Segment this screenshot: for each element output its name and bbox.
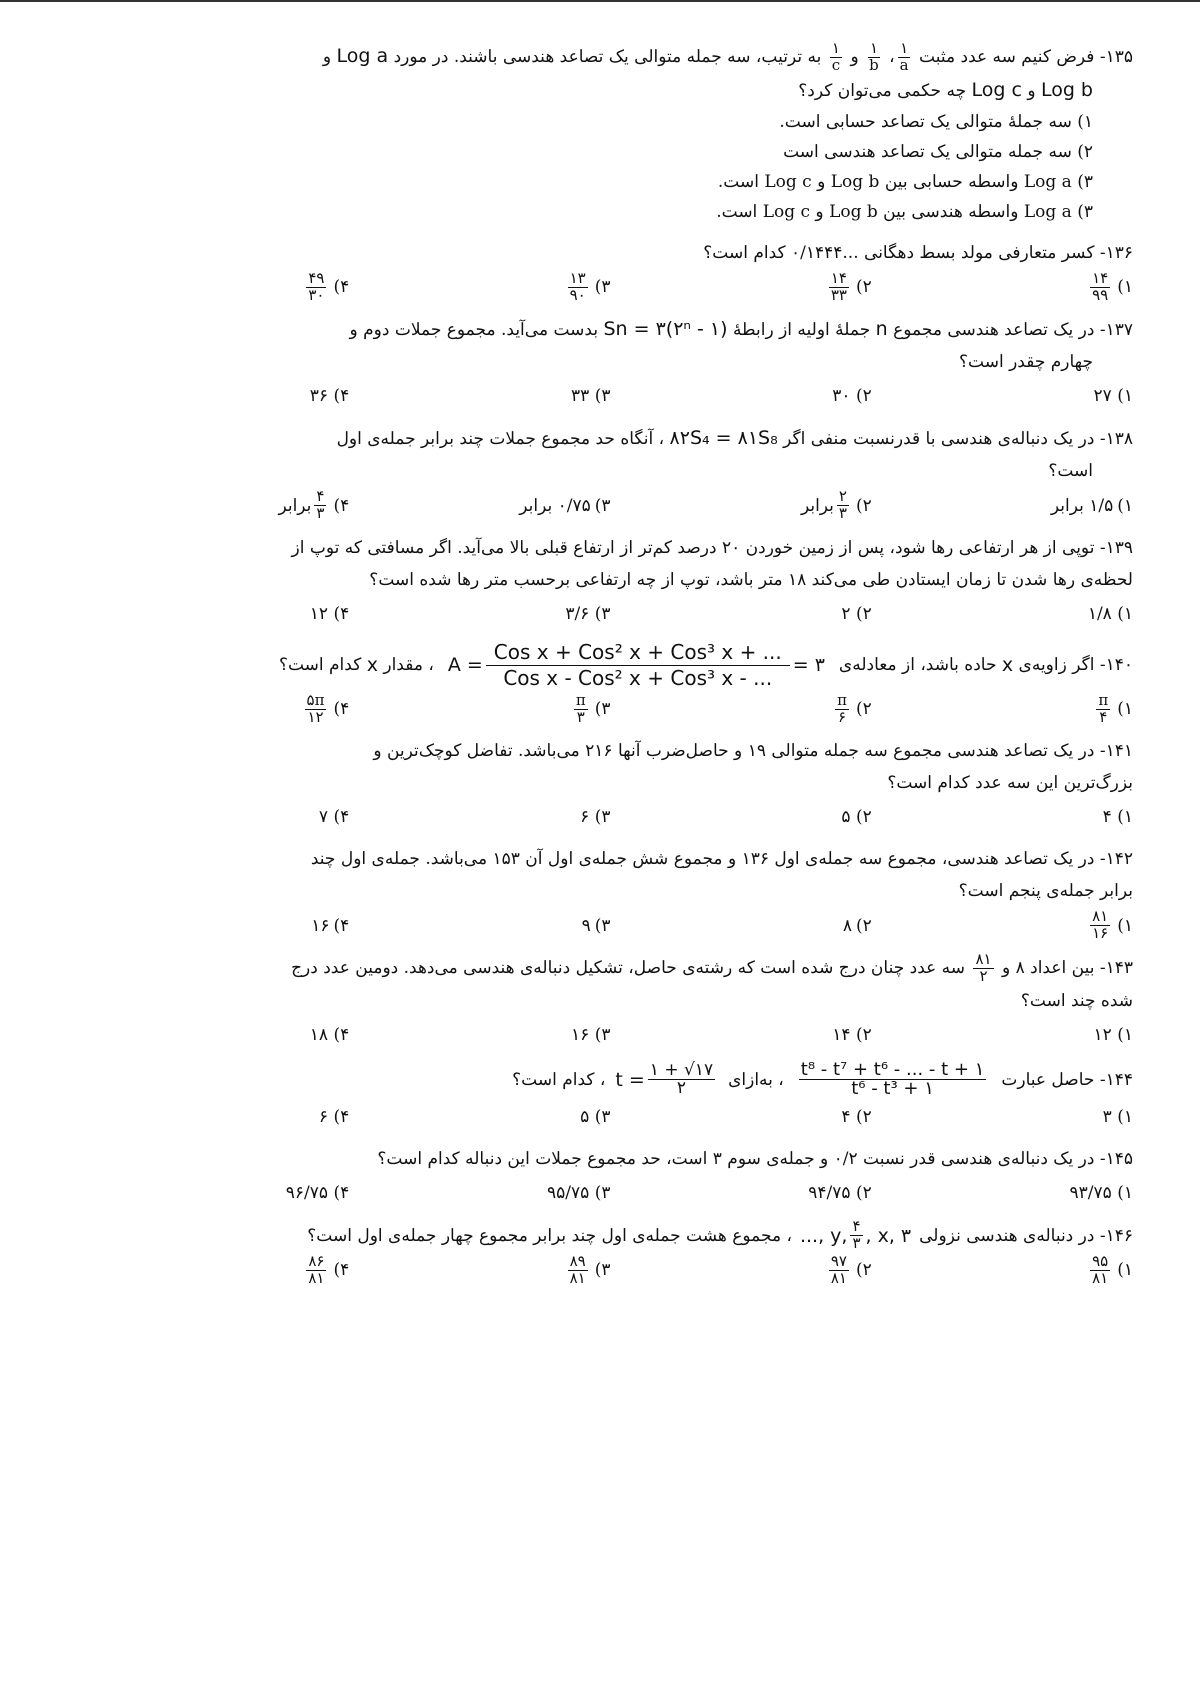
option-4[interactable]: ۴) ۷ xyxy=(318,807,350,828)
option-3[interactable]: ۳) ۶ xyxy=(580,807,611,828)
question-number: ۱۳۹- xyxy=(1099,537,1133,558)
option-4[interactable]: ۴) ۳۶ xyxy=(309,386,350,407)
option-3[interactable]: ۳) ۹۵/۷۵ xyxy=(547,1183,611,1204)
option-1[interactable]: ۱) ۱۲ xyxy=(1093,1024,1133,1045)
option-1[interactable]: ۱) $\frac{۹۵}{۸۱}$ xyxy=(1092,1251,1133,1287)
question-number: ۱۳۶- xyxy=(1099,242,1133,263)
question-144: ۱۴۴- حاصل عبارت $\frac{\text{t⁸ - t⁷ + t⁶ - ... - t + ۱}}{\text{t⁶ - t³ + ۱}}$ ، به‌ازای t = $\frac{۱ + √۱۷}{۲}$ ، کدام است؟ ۱) ۳ ۲) ۴ ۳) ۵ ۴) ۶ xyxy=(88,1061,1133,1134)
sum-formula: Sn = ۳(۲ⁿ - ۱) xyxy=(603,318,728,341)
option-3[interactable]: ۳) ۵ xyxy=(580,1107,611,1128)
question-142: ۱۴۲- در یک تصاعد هندسی، مجموع سه جمله‌ی اول ۱۳۶ و مجموع شش جمله‌ی اول آن ۱۵۳ می‌باشد. جمله‌ی اول چند برابر جمله‌ی پنجم است؟ ۱) $\frac{۸۱}{۱۶}$ ۲) ۸ ۳) ۹ ۴) ۱۶ xyxy=(88,843,1133,942)
option-3[interactable]: ۳) ۳۳ xyxy=(571,386,611,407)
option-3[interactable]: ۳) ۰/۷۵ برابر xyxy=(519,495,611,516)
option-2[interactable]: ۲) ۵ xyxy=(841,807,872,828)
option-3[interactable]: ۳) ۹ xyxy=(581,915,611,936)
question-139: ۱۳۹- توپی از هر ارتفاعی رها شود، پس از زمین خوردن ۲۰ درصد کم‌تر از ارتفاع قبلی بالا می‌آید. اگر مسافتی که توپ از لحظه‌ی رها شدن تا زمان ایستادن طی می‌کند ۱۸ متر باشد، توپ از چه ارتفاعی برحسب متر رها شده است؟ ۱) ۱/۸ ۲) ۲ ۳) ۳/۶ ۴) ۱۲ xyxy=(88,532,1133,630)
option-4[interactable]: ۴) $\frac{۴۹}{۳۰}$ xyxy=(308,268,350,304)
option-2[interactable]: ۲) ۴ xyxy=(841,1107,872,1128)
option-1[interactable]: ۱) $\frac{۸۱}{۱۶}$ xyxy=(1092,907,1133,942)
option-3[interactable]: ۳) ۱۶ xyxy=(571,1024,611,1045)
top-rule xyxy=(0,0,1200,2)
fraction-1-over-c: $\frac{۱}{c}$ xyxy=(831,39,841,74)
fraction-1-over-b: $\frac{۱}{b}$ xyxy=(869,39,879,74)
option-2[interactable]: ۲) $\frac{۲}{۳}$ برابر xyxy=(800,487,872,522)
option-4[interactable]: ۳) Log a واسطه هندسی بین Log b و Log c است. xyxy=(716,201,1093,222)
option-4[interactable]: ۴) ۱۸ xyxy=(309,1024,350,1045)
question-146: ۱۴۶- در دنباله‌ی هندسی نزولی ..., y, $\frac{۴}{۳}$ , x, ۳ ، مجموع هشت جمله‌ی اول چند برابر مجموع چهار جمله‌ی اول است؟ ۱) $\frac{۹۵}{۸۱}$ ۲) $\frac{۹۷}{۸۱}$ ۳) $\frac{۸۹}{۸۱}$ ۴) $\frac{۸۶}{۸۱}$ xyxy=(88,1219,1133,1286)
option-4[interactable]: ۴) ۱۲ xyxy=(309,603,350,624)
option-2[interactable]: ۲) ۱۴ xyxy=(832,1024,872,1045)
question-140: ۱۴۰- اگر زاویه‌ی x حاده باشد، از معادله‌ی A = $\frac{\text{Cos x + Cos² x + Cos³ x + ...}}{\text{Cos x - Cos² x + Cos³ x - ...}}$ = ۳ ، مقدار x کدام است؟ ۱) $\frac{\pi}{۴}$ ۲) $\frac{\pi}{۶}$ ۳) $\frac{\pi}{۳}$ ۴) $\frac{۵\pi}{۱۲}$ xyxy=(88,640,1133,726)
option-4[interactable]: ۴) $\frac{۴}{۳}$ برابر xyxy=(278,487,350,522)
question-135: ۱۳۵- فرض کنیم سه عدد مثبت $\frac{۱}{a}$ ، $\frac{۱}{b}$ و $\frac{۱}{c}$ به ترتیب، سه جمله متوالی یک تصاعد هندسی باشند. در مورد Log a و Log b و Log c چه حکمی می‌توان کرد؟ ۱) سه جملهٔ متوالی یک تصاعد حسابی است. ۲) سه جمله متوالی یک تصاعد هندسی است ۳) Log a واسطه حسابی بین Log b و Log c است. ۳) Log a واسطه هندسی بین Log b و Log c است. xyxy=(88,40,1133,227)
option-1[interactable]: ۱) ۱/۸ xyxy=(1087,603,1133,624)
question-number: ۱۴۳- xyxy=(1099,957,1133,978)
question-138: ۱۳۸- در یک دنباله‌ی هندسی با قدرنسبت منفی اگر ۸۲S₄ = ۸۱S₈ ، آنگاه حد مجموع جملات چند برابر جمله‌ی اول است؟ ۱) ۱/۵ برابر ۲) $\frac{۲}{۳}$ برابر ۳) ۰/۷۵ برابر ۴) $\frac{۴}{۳}$ برابر xyxy=(88,422,1133,522)
option-1[interactable]: ۱) ۳ xyxy=(1102,1107,1133,1128)
sequence: ..., y, $\frac{۴}{۳}$ , x, ۳ xyxy=(799,1217,912,1253)
option-3[interactable]: ۳) $\frac{\pi}{۳}$ xyxy=(575,690,611,726)
option-3[interactable]: ۳) $\frac{۱۳}{۹۰}$ xyxy=(569,268,611,304)
option-1[interactable]: ۱) ۹۳/۷۵ xyxy=(1069,1183,1133,1204)
question-number: ۱۴۰- xyxy=(1099,655,1133,676)
question-number: ۱۳۸- xyxy=(1099,429,1133,450)
option-4[interactable]: ۴) ۶ xyxy=(318,1107,350,1128)
t-value: t = $\frac{۱ + √۱۷}{۲}$ xyxy=(615,1059,714,1099)
question-136: ۱۳۶- کسر متعارفی مولد بسط دهگانی ...۰/۱۴۴۴ کدام است؟ ۱) $\frac{۱۴}{۹۹}$ ۲) $\frac{۱۴}{۳۳}$ ۳) $\frac{۱۳}{۹۰}$ ۴) $\frac{۴۹}{۳۰}$ xyxy=(88,237,1133,304)
question-141: ۱۴۱- در یک تصاعد هندسی مجموع سه جمله متوالی ۱۹ و حاصل‌ضرب آنها ۲۱۶ می‌باشد. تفاضل کوچک‌ترین و بزرگ‌ترین این سه عدد کدام است؟ ۱) ۴ ۲) ۵ ۳) ۶ ۴) ۷ xyxy=(88,735,1133,833)
question-number: ۱۴۲- xyxy=(1099,849,1133,870)
option-1[interactable]: ۱) ۱/۵ برابر xyxy=(1050,495,1133,516)
question-number: ۱۴۵- xyxy=(1099,1149,1133,1170)
option-1[interactable]: ۱) سه جملهٔ متوالی یک تصاعد حسابی است. xyxy=(779,111,1093,132)
question-number: ۱۳۷- xyxy=(1099,320,1133,341)
option-4[interactable]: ۴) ۱۶ xyxy=(311,915,350,936)
option-4[interactable]: ۴) ۹۶/۷۵ xyxy=(285,1183,350,1204)
option-1[interactable]: ۱) $\frac{۱۴}{۹۹}$ xyxy=(1092,268,1133,304)
question-list xyxy=(88,40,1133,1296)
option-2[interactable]: ۲) $\frac{\pi}{۶}$ xyxy=(837,690,872,726)
option-3[interactable]: ۳) Log a واسطه حسابی بین Log b و Log c است. xyxy=(717,171,1093,192)
option-2[interactable]: ۲) سه جمله متوالی یک تصاعد هندسی است xyxy=(783,141,1093,162)
sum-relation: ۸۲S₄ = ۸۱S₈ xyxy=(669,427,778,450)
option-4[interactable]: ۴) $\frac{۵\pi}{۱۲}$ xyxy=(306,690,350,726)
equation: A = $\frac{\text{Cos x + Cos² x + Cos³ x + ...}}{\text{Cos x - Cos² x + Cos³ x - ...}}$ = ۳ xyxy=(447,639,825,690)
question-number: ۱۳۵- xyxy=(1099,47,1133,67)
option-1[interactable]: ۱) ۴ xyxy=(1102,807,1133,828)
option-3[interactable]: ۳) $\frac{۸۹}{۸۱}$ xyxy=(569,1251,611,1287)
option-2[interactable]: ۲) $\frac{۱۴}{۳۳}$ xyxy=(830,268,872,304)
option-2[interactable]: ۲) ۹۴/۷۵ xyxy=(808,1183,872,1204)
option-4[interactable]: ۴) $\frac{۸۶}{۸۱}$ xyxy=(308,1251,350,1287)
question-number: ۱۴۱- xyxy=(1099,741,1133,762)
question-145: ۱۴۵- در یک دنباله‌ی هندسی قدر نسبت ۰/۲ و جمله‌ی سوم ۳ است، حد مجموع جملات این دنباله کدام است؟ ۱) ۹۳/۷۵ ۲) ۹۴/۷۵ ۳) ۹۵/۷۵ ۴) ۹۶/۷۵ xyxy=(88,1143,1133,1209)
option-1[interactable]: ۱) ۲۷ xyxy=(1093,386,1133,407)
option-2[interactable]: ۲) ۸ xyxy=(842,915,872,936)
question-number: ۱۴۶- xyxy=(1099,1225,1133,1246)
expression: $\frac{\text{t⁸ - t⁷ + t⁶ - ... - t + ۱}}{\text{t⁶ - t³ + ۱}}$ xyxy=(800,1058,985,1100)
question-137: ۱۳۷- در یک تصاعد هندسی مجموع n جملهٔ اولیه از رابطهٔ Sn = ۳(۲ⁿ - ۱) بدست می‌آید. مجموع جملات دوم و چهارم چقدر است؟ ۱) ۲۷ ۲) ۳۰ ۳) ۳۳ ۴) ۳۶ xyxy=(88,313,1133,412)
fraction-1-over-a: $\frac{۱}{a}$ xyxy=(899,39,909,74)
question-143: ۱۴۳- بین اعداد ۸ و $\frac{۸۱}{۲}$ سه عدد چنان درج شده است که رشته‌ی حاصل، تشکیل دنباله‌ی هندسی می‌دهد. دومین عدد درج شده چند است؟ ۱) ۱۲ ۲) ۱۴ ۳) ۱۶ ۴) ۱۸ xyxy=(88,952,1133,1051)
option-2[interactable]: ۲) ۳۰ xyxy=(832,386,872,407)
option-1[interactable]: ۱) $\frac{\pi}{۴}$ xyxy=(1098,690,1133,726)
question-number: ۱۴۴- xyxy=(1099,1069,1133,1090)
option-3[interactable]: ۳) ۳/۶ xyxy=(565,603,611,624)
option-2[interactable]: ۲) $\frac{۹۷}{۸۱}$ xyxy=(830,1251,872,1287)
option-2[interactable]: ۲) ۲ xyxy=(841,603,872,624)
